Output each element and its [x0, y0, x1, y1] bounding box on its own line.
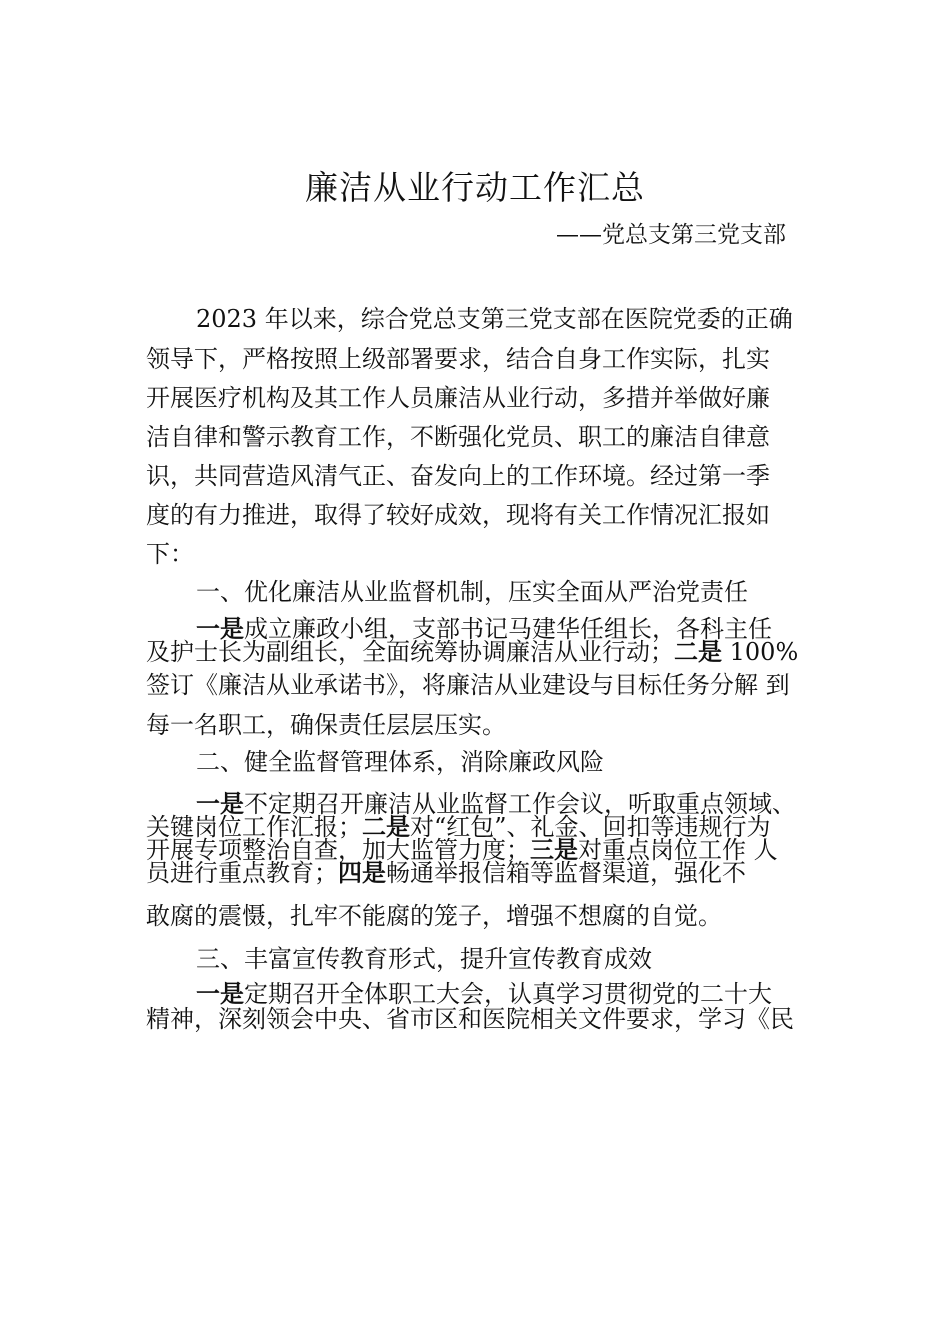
text-run: 下： [146, 540, 194, 568]
text-run: 度的有力推进，取得了较好成效，现将有关工作情况汇报如 [146, 501, 770, 529]
text-run: 二、健全监督管理体系，消除廉政风险 [196, 748, 604, 776]
text-run: 三、丰富宣传教育形式，提升宣传教育成效 [196, 945, 652, 973]
text-run: 洁自律和警示教育工作，不断强化党员、职工的廉洁自律意 [146, 423, 770, 451]
emphasis-marker: 一是 [196, 980, 244, 1008]
body-text-line [146, 710, 506, 740]
body-text-line [146, 539, 194, 569]
emphasis-marker: 二是 [674, 638, 722, 666]
text-run: 精神，深刻领会中央、省市区和医院相关文件要求，学习《民 [146, 1005, 794, 1033]
body-text-line [196, 304, 793, 334]
emphasis-marker: 二是 [362, 813, 410, 841]
body-text-line [146, 1004, 794, 1034]
text-run: 签订《廉洁从业承诺书》，将廉洁从业建设与目标任务分解 到 [146, 671, 790, 699]
text-run: 对重点岗位工作 人 [578, 836, 778, 864]
document-title: 廉洁从业行动工作汇总 [305, 168, 645, 207]
text-run: 不定期召开廉洁从业监督工作会议，听取重点领域、 [244, 790, 796, 818]
body-text-line [146, 500, 770, 530]
section-heading [196, 577, 748, 607]
text-run: 敢腐的震慑，扎牢不能腐的笼子，增强不想腐的自觉。 [146, 902, 722, 930]
text-run: 一、优化廉洁从业监督机制，压实全面从严治党责任 [196, 578, 748, 606]
body-text-line [146, 637, 798, 667]
text-run: 每一名职工，确保责任层层压实。 [146, 711, 506, 739]
body-text-line [146, 901, 722, 931]
text-run: 识，共同营造风清气正、奋发向上的工作环境。经过第一季 [146, 462, 770, 490]
section-heading [196, 944, 652, 974]
section-heading [196, 747, 604, 777]
text-run: 成立廉政小组，支部书记马建华任组长，各科主任 [244, 615, 772, 643]
text-run: 定期召开全体职工大会，认真学习贯彻党的二十大 [244, 980, 772, 1008]
emphasis-marker: 三是 [530, 836, 578, 864]
document-subtitle: ——党总支第三党支部 [556, 222, 786, 248]
text-run: 100% [722, 638, 799, 666]
text-run: 开展专项整治自查，加大监管力度； [146, 836, 530, 864]
text-run: 对“红包”、礼金、回扣等违规行为 [410, 813, 771, 841]
text-run: 关键岗位工作汇报； [146, 813, 362, 841]
body-text-line [146, 461, 770, 491]
text-run: 开展医疗机构及其工作人员廉洁从业行动，多措并举做好廉 [146, 384, 770, 412]
text-run: 畅通举报信箱等监督渠道，强化不 [386, 859, 746, 887]
body-text-line [146, 670, 790, 700]
emphasis-marker: 一是 [196, 790, 244, 818]
body-text-line [146, 383, 770, 413]
text-run: 2023 年以来，综合党总支第三党支部在医院党委的正确 [196, 305, 793, 333]
text-run: 员进行重点教育； [146, 859, 338, 887]
body-text-line [146, 344, 770, 374]
text-run: 及护士长为副组长，全面统筹协调廉洁从业行动； [146, 638, 674, 666]
body-text-line [146, 858, 746, 888]
text-run: 领导下，严格按照上级部署要求，结合自身工作实际，扎实 [146, 345, 770, 373]
emphasis-marker: 四是 [338, 859, 386, 887]
body-text-line [146, 422, 770, 452]
emphasis-marker: 一是 [196, 615, 244, 643]
